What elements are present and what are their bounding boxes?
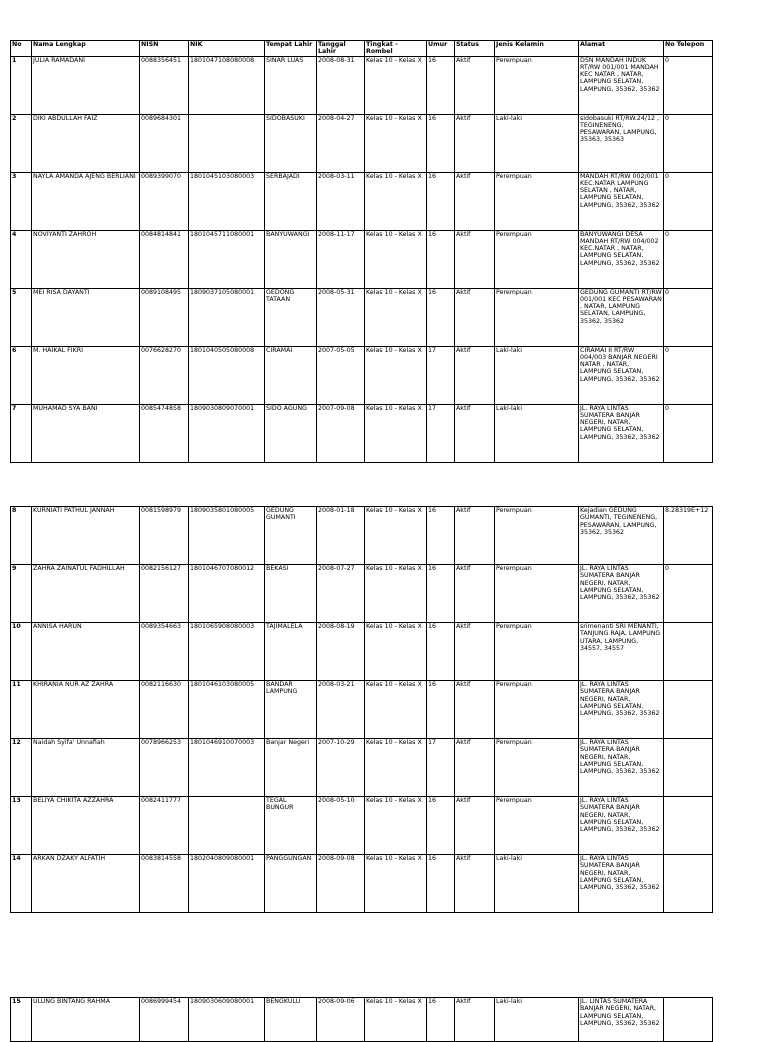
cell-tingkat-rombel: Kelas 10 - Kelas X bbox=[365, 288, 427, 346]
cell-no: 7 bbox=[11, 404, 32, 462]
cell-status: Aktif bbox=[455, 56, 495, 114]
cell-nik: 1802040809080001 bbox=[189, 855, 265, 913]
cell-alamat: CIRAMAI II RT/RW 004/003 BANJAR NEGERI NATAR , NATAR, LAMPUNG SELATAN, LAMPUNG, 35362, 35362 bbox=[579, 346, 664, 404]
student-table-page-1 bbox=[10, 40, 713, 463]
cell-tanggal-lahir: 2008-09-06 bbox=[317, 998, 365, 1042]
cell-umur: 17 bbox=[427, 404, 455, 462]
header-no-telepon: No Telepon bbox=[664, 41, 713, 57]
cell-no: 10 bbox=[11, 623, 32, 681]
cell-tempat-lahir: GEDUNG GUMANTI bbox=[265, 507, 317, 565]
cell-status: Aktif bbox=[455, 288, 495, 346]
table-row bbox=[11, 507, 713, 565]
cell-nama-lengkap: MUHAMAD SYA BANI bbox=[32, 404, 140, 462]
header-alamat: Alamat bbox=[579, 41, 664, 57]
cell-tempat-lahir: SIDOBASUKI bbox=[265, 114, 317, 172]
cell-tanggal-lahir: 2008-05-31 bbox=[317, 288, 365, 346]
cell-jenis-kelamin: Perempuan bbox=[495, 230, 579, 288]
table-row bbox=[11, 404, 713, 462]
student-table-page-3 bbox=[10, 997, 713, 1042]
table-row bbox=[11, 681, 713, 739]
table-row bbox=[11, 288, 713, 346]
cell-umur: 16 bbox=[427, 230, 455, 288]
cell-no: 9 bbox=[11, 565, 32, 623]
cell-jenis-kelamin: Perempuan bbox=[495, 288, 579, 346]
cell-tanggal-lahir: 2008-11-17 bbox=[317, 230, 365, 288]
cell-nik: 1809037105080001 bbox=[189, 288, 265, 346]
cell-umur: 16 bbox=[427, 114, 455, 172]
cell-umur: 16 bbox=[427, 288, 455, 346]
cell-tanggal-lahir: 2008-01-18 bbox=[317, 507, 365, 565]
cell-nama-lengkap: MEI RISA DAYANTI bbox=[32, 288, 140, 346]
cell-nama-lengkap: ZAHRA ZAINATUL FADHILLAH bbox=[32, 565, 140, 623]
cell-nik: 1801045103080003 bbox=[189, 172, 265, 230]
cell-nik: 1809035801080005 bbox=[189, 507, 265, 565]
cell-nama-lengkap: NOVIYANTI ZAHROH bbox=[32, 230, 140, 288]
cell-alamat: GEDUNG GUMANTI RT/RW 001/001 KEC PESAWARAN , NATAR, LAMPUNG SELATAN, LAMPUNG, 35362, 35362 bbox=[579, 288, 664, 346]
cell-nisn: 0078966253 bbox=[140, 739, 189, 797]
cell-alamat: Kejadian GEDUNG GUMANTI, TEGINENENG, PESAWARAN, LAMPUNG, 35362, 35362 bbox=[579, 507, 664, 565]
cell-status: Aktif bbox=[455, 346, 495, 404]
cell-nik: 1801046707080012 bbox=[189, 565, 265, 623]
cell-tempat-lahir: BENGKULU bbox=[265, 998, 317, 1042]
cell-alamat: JL. RAYA LINTAS SUMATERA BANJAR NEGERI, NATAR, LAMPUNG SELATAN, LAMPUNG, 35362, 35362 bbox=[579, 565, 664, 623]
cell-no-telepon: 0 bbox=[664, 230, 713, 288]
cell-tingkat-rombel: Kelas 10 - Kelas X bbox=[365, 739, 427, 797]
cell-nisn: 0089399070 bbox=[140, 172, 189, 230]
cell-nama-lengkap: ANNISA HARUN bbox=[32, 623, 140, 681]
cell-status: Aktif bbox=[455, 230, 495, 288]
cell-tingkat-rombel: Kelas 10 - Kelas X bbox=[365, 623, 427, 681]
cell-status: Aktif bbox=[455, 404, 495, 462]
cell-tingkat-rombel: Kelas 10 - Kelas X bbox=[365, 681, 427, 739]
cell-umur: 16 bbox=[427, 565, 455, 623]
cell-no: 15 bbox=[11, 998, 32, 1042]
cell-jenis-kelamin: Laki-laki bbox=[495, 114, 579, 172]
cell-no: 13 bbox=[11, 797, 32, 855]
cell-status: Aktif bbox=[455, 172, 495, 230]
header-status: Status bbox=[455, 41, 495, 57]
cell-tanggal-lahir: 2007-09-08 bbox=[317, 404, 365, 462]
header-no: No bbox=[11, 41, 32, 57]
cell-alamat: JL. RAYA LINTAS SUMATERA BANJAR NEGERI, NATAR, LAMPUNG SELATAN, LAMPUNG, 35362, 35362 bbox=[579, 739, 664, 797]
cell-no-telepon: 0 bbox=[664, 404, 713, 462]
cell-tempat-lahir: SIDO AGUNG bbox=[265, 404, 317, 462]
cell-umur: 16 bbox=[427, 507, 455, 565]
header-tingkat-rombel: Tingkat - Rombel bbox=[365, 41, 427, 57]
cell-tempat-lahir: TAJIMALELA bbox=[265, 623, 317, 681]
cell-nama-lengkap: Naidah Syifa' Unnafiah bbox=[32, 739, 140, 797]
cell-umur: 16 bbox=[427, 797, 455, 855]
table-row bbox=[11, 739, 713, 797]
cell-alamat: BANYUWANGI DESA MANDAH RT/RW 004/002 KEC.NATAR , NATAR, LAMPUNG SELATAN, LAMPUNG, 35362, 35362 bbox=[579, 230, 664, 288]
cell-nisn: 0081598979 bbox=[140, 507, 189, 565]
cell-tanggal-lahir: 2008-08-31 bbox=[317, 56, 365, 114]
table-row bbox=[11, 346, 713, 404]
cell-no: 3 bbox=[11, 172, 32, 230]
cell-no: 4 bbox=[11, 230, 32, 288]
table-row bbox=[11, 56, 713, 114]
cell-alamat: JL. LINTAS SUMATERA BANJAR NEGERI, NATAR, LAMPUNG SELATAN, LAMPUNG, 35362, 35362 bbox=[579, 998, 664, 1042]
cell-status: Aktif bbox=[455, 739, 495, 797]
cell-alamat: DSN MANDAH INDUK RT/RW 001/001 MANDAH KEC NATAR , NATAR, LAMPUNG SELATAN, LAMPUNG, 35362, 35362 bbox=[579, 56, 664, 114]
header-jenis-kelamin: Jenis Kelamin bbox=[495, 41, 579, 57]
header-tanggal-lahir: Tanggal Lahir bbox=[317, 41, 365, 57]
cell-alamat: JL. RAYA LINTAS SUMATERA BANJAR NEGERI, NATAR, LAMPUNG SELATAN, LAMPUNG, 35362, 35362 bbox=[579, 797, 664, 855]
cell-jenis-kelamin: Laki-laki bbox=[495, 998, 579, 1042]
cell-nama-lengkap: DIKI ABDULLAH FAIZ bbox=[32, 114, 140, 172]
cell-status: Aktif bbox=[455, 507, 495, 565]
cell-tingkat-rombel: Kelas 10 - Kelas X bbox=[365, 404, 427, 462]
cell-jenis-kelamin: Perempuan bbox=[495, 623, 579, 681]
cell-no-telepon: 0 bbox=[664, 114, 713, 172]
cell-status: Aktif bbox=[455, 797, 495, 855]
table-header-row bbox=[11, 41, 713, 57]
cell-nik: 1801046103080005 bbox=[189, 681, 265, 739]
header-nama-lengkap: Nama Lengkap bbox=[32, 41, 140, 57]
cell-nama-lengkap: JULIA RAMADANI bbox=[32, 56, 140, 114]
cell-tanggal-lahir: 2008-08-19 bbox=[317, 623, 365, 681]
cell-nisn: 0082411777 bbox=[140, 797, 189, 855]
cell-alamat: MANDAH RT/RW 002/001 KEC.NATAR LAMPUNG SELATAN , NATAR, LAMPUNG SELATAN, LAMPUNG, 35362, 35362 bbox=[579, 172, 664, 230]
cell-nisn: 0086999454 bbox=[140, 998, 189, 1042]
cell-alamat: JL. RAYA LINTAS SUMATERA BANJAR NEGERI, NATAR, LAMPUNG SELATAN, LAMPUNG, 35362, 35362 bbox=[579, 404, 664, 462]
cell-no-telepon bbox=[664, 623, 713, 681]
cell-nisn: 0089108495 bbox=[140, 288, 189, 346]
table-row bbox=[11, 172, 713, 230]
cell-tempat-lahir: SINAR LUAS bbox=[265, 56, 317, 114]
cell-nama-lengkap: ULUNG BINTANG RAHMA bbox=[32, 998, 140, 1042]
cell-nama-lengkap: M. HAIKAL FIKRI bbox=[32, 346, 140, 404]
cell-alamat: JL. RAYA LINTAS SUMATERA BANJAR NEGERI, NATAR, LAMPUNG SELATAN, LAMPUNG, 35362, 35362 bbox=[579, 855, 664, 913]
cell-alamat: srimenanti SRI MENANTI, TANJUNG RAJA, LAMPUNG UTARA, LAMPUNG, 34557, 34557 bbox=[579, 623, 664, 681]
cell-tingkat-rombel: Kelas 10 - Kelas X bbox=[365, 172, 427, 230]
cell-umur: 16 bbox=[427, 998, 455, 1042]
cell-nisn: 0089354663 bbox=[140, 623, 189, 681]
student-table-page-2 bbox=[10, 506, 713, 913]
cell-umur: 16 bbox=[427, 623, 455, 681]
cell-tempat-lahir: SERBAJADI bbox=[265, 172, 317, 230]
cell-no-telepon: 0 bbox=[664, 346, 713, 404]
cell-jenis-kelamin: Perempuan bbox=[495, 797, 579, 855]
cell-tempat-lahir: CIRAMAI bbox=[265, 346, 317, 404]
header-tempat-lahir: Tempat Lahir bbox=[265, 41, 317, 57]
cell-tingkat-rombel: Kelas 10 - Kelas X bbox=[365, 507, 427, 565]
cell-jenis-kelamin: Perempuan bbox=[495, 56, 579, 114]
cell-nik: 1801047108080008 bbox=[189, 56, 265, 114]
cell-tanggal-lahir: 2007-05-05 bbox=[317, 346, 365, 404]
cell-tanggal-lahir: 2008-03-11 bbox=[317, 172, 365, 230]
cell-status: Aktif bbox=[455, 998, 495, 1042]
cell-nisn: 0089684301 bbox=[140, 114, 189, 172]
cell-nik bbox=[189, 114, 265, 172]
cell-nisn: 0083814558 bbox=[140, 855, 189, 913]
cell-nama-lengkap: NAYLA AMANDA AJENG BERLIANI bbox=[32, 172, 140, 230]
cell-nisn: 0085474858 bbox=[140, 404, 189, 462]
cell-no: 12 bbox=[11, 739, 32, 797]
cell-no-telepon: 0 bbox=[664, 172, 713, 230]
cell-tanggal-lahir: 2008-09-08 bbox=[317, 855, 365, 913]
cell-tempat-lahir: GEDONG TATAAN bbox=[265, 288, 317, 346]
table-row bbox=[11, 797, 713, 855]
cell-no-telepon: 8.28319E+12 bbox=[664, 507, 713, 565]
cell-tingkat-rombel: Kelas 10 - Kelas X bbox=[365, 855, 427, 913]
cell-jenis-kelamin: Perempuan bbox=[495, 565, 579, 623]
cell-no-telepon bbox=[664, 681, 713, 739]
cell-nik: 1809030609080001 bbox=[189, 998, 265, 1042]
cell-jenis-kelamin: Perempuan bbox=[495, 172, 579, 230]
cell-tempat-lahir: PANGGUNGAN bbox=[265, 855, 317, 913]
cell-no-telepon bbox=[664, 797, 713, 855]
cell-nik: 1801045711080001 bbox=[189, 230, 265, 288]
cell-nik: 1809030809070001 bbox=[189, 404, 265, 462]
cell-tingkat-rombel: Kelas 10 - Kelas X bbox=[365, 230, 427, 288]
cell-nisn: 0076628270 bbox=[140, 346, 189, 404]
cell-alamat: JL. RAYA LINTAS SUMATERA BANJAR NEGERI, NATAR, LAMPUNG SELATAN, LAMPUNG, 35362, 35362 bbox=[579, 681, 664, 739]
cell-no-telepon: 0 bbox=[664, 565, 713, 623]
cell-umur: 16 bbox=[427, 56, 455, 114]
cell-status: Aktif bbox=[455, 855, 495, 913]
cell-umur: 16 bbox=[427, 855, 455, 913]
cell-tingkat-rombel: Kelas 10 - Kelas X bbox=[365, 797, 427, 855]
cell-nik: 1801046910070003 bbox=[189, 739, 265, 797]
cell-no-telepon bbox=[664, 739, 713, 797]
cell-nisn: 0088356451 bbox=[140, 56, 189, 114]
cell-jenis-kelamin: Laki-laki bbox=[495, 855, 579, 913]
cell-status: Aktif bbox=[455, 623, 495, 681]
cell-nama-lengkap: BELIYA CHIKITA AZZAHRA bbox=[32, 797, 140, 855]
cell-tingkat-rombel: Kelas 10 - Kelas X bbox=[365, 565, 427, 623]
header-nisn: NISN bbox=[140, 41, 189, 57]
cell-no-telepon: 0 bbox=[664, 288, 713, 346]
cell-tanggal-lahir: 2008-05-10 bbox=[317, 797, 365, 855]
cell-tempat-lahir: BANDAR LAMPUNG bbox=[265, 681, 317, 739]
cell-jenis-kelamin: Perempuan bbox=[495, 681, 579, 739]
cell-no-telepon bbox=[664, 998, 713, 1042]
cell-tempat-lahir: BANYUWANGI bbox=[265, 230, 317, 288]
cell-nisn: 0082116630 bbox=[140, 681, 189, 739]
cell-nama-lengkap: KURNIATI PATHUL JANNAH bbox=[32, 507, 140, 565]
cell-tanggal-lahir: 2008-03-21 bbox=[317, 681, 365, 739]
table-row bbox=[11, 114, 713, 172]
cell-no: 14 bbox=[11, 855, 32, 913]
cell-nik bbox=[189, 797, 265, 855]
cell-umur: 16 bbox=[427, 681, 455, 739]
cell-umur: 17 bbox=[427, 346, 455, 404]
cell-nisn: 0082156127 bbox=[140, 565, 189, 623]
header-nik: NIK bbox=[189, 41, 265, 57]
cell-nisn: 0084814841 bbox=[140, 230, 189, 288]
table-row bbox=[11, 855, 713, 913]
cell-tanggal-lahir: 2008-04-27 bbox=[317, 114, 365, 172]
cell-tingkat-rombel: Kelas 10 - Kelas X bbox=[365, 346, 427, 404]
cell-no-telepon: 0 bbox=[664, 56, 713, 114]
cell-jenis-kelamin: Perempuan bbox=[495, 739, 579, 797]
cell-jenis-kelamin: Perempuan bbox=[495, 507, 579, 565]
cell-nik: 1801065908080003 bbox=[189, 623, 265, 681]
table-row bbox=[11, 230, 713, 288]
header-umur: Umur bbox=[427, 41, 455, 57]
cell-jenis-kelamin: Laki-laki bbox=[495, 346, 579, 404]
cell-no-telepon bbox=[664, 855, 713, 913]
cell-tingkat-rombel: Kelas 10 - Kelas X bbox=[365, 114, 427, 172]
cell-umur: 17 bbox=[427, 739, 455, 797]
table-row bbox=[11, 623, 713, 681]
cell-no: 8 bbox=[11, 507, 32, 565]
cell-tempat-lahir: Banjar Negeri bbox=[265, 739, 317, 797]
cell-no: 5 bbox=[11, 288, 32, 346]
cell-tingkat-rombel: Kelas 10 - Kelas X bbox=[365, 56, 427, 114]
table-row bbox=[11, 565, 713, 623]
cell-nama-lengkap: KHIRANIA NUR AZ ZAHRA bbox=[32, 681, 140, 739]
cell-status: Aktif bbox=[455, 565, 495, 623]
cell-umur: 16 bbox=[427, 172, 455, 230]
cell-status: Aktif bbox=[455, 681, 495, 739]
cell-status: Aktif bbox=[455, 114, 495, 172]
cell-no: 2 bbox=[11, 114, 32, 172]
cell-no: 6 bbox=[11, 346, 32, 404]
cell-no: 11 bbox=[11, 681, 32, 739]
cell-nik: 1801040505080008 bbox=[189, 346, 265, 404]
cell-jenis-kelamin: Laki-laki bbox=[495, 404, 579, 462]
cell-tanggal-lahir: 2007-10-29 bbox=[317, 739, 365, 797]
table-row bbox=[11, 998, 713, 1042]
cell-alamat: sidobasuki RT/RW.24/12 , TEGINENENG, PESAWARAN, LAMPUNG, 35363, 35363 bbox=[579, 114, 664, 172]
cell-tanggal-lahir: 2008-07-27 bbox=[317, 565, 365, 623]
cell-tempat-lahir: BEKASI bbox=[265, 565, 317, 623]
cell-tingkat-rombel: Kelas 10 - Kelas X bbox=[365, 998, 427, 1042]
cell-no: 1 bbox=[11, 56, 32, 114]
cell-tempat-lahir: TEGAL BUNGUR bbox=[265, 797, 317, 855]
cell-nama-lengkap: ARKAN DZAKY ALFATIH bbox=[32, 855, 140, 913]
